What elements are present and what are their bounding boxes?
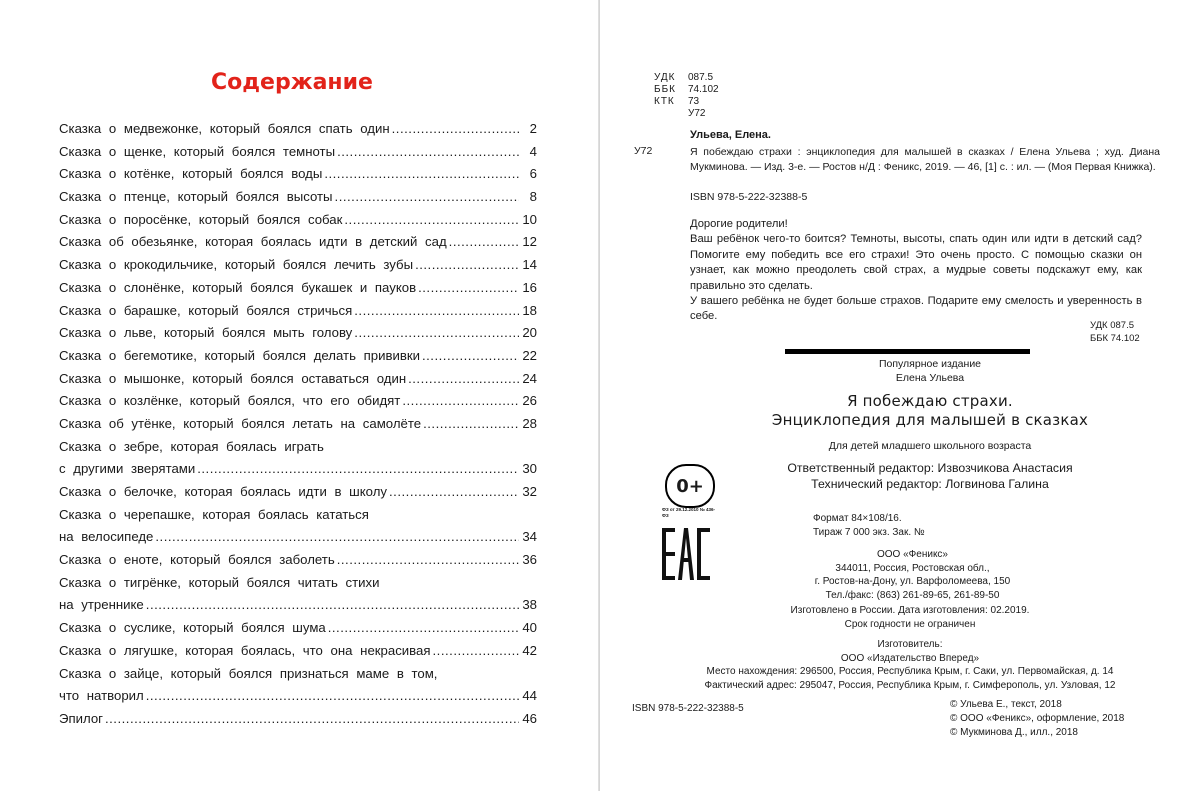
toc-entry-page: 28: [522, 415, 537, 431]
toc-leader-dots: [146, 594, 519, 617]
toc-leader-dots: [155, 526, 519, 549]
copyright-text: © Ульева Е., текст, 2018: [950, 699, 1062, 710]
toc-entry: [59, 708, 537, 731]
toc-entry-page: 44: [522, 688, 537, 704]
copyright-design: © ООО «Феникс», оформление, 2018: [950, 713, 1125, 724]
toc-entry-page: 38: [522, 597, 537, 613]
catalog-code: У72: [634, 145, 653, 157]
toc-entry: [59, 231, 537, 254]
bibliographic-record: Я побеждаю страхи : энциклопедия для малышей в сказках / Елена Ульева ; худ. Диана Мукминова. — Изд. 3-е. — Ростов н/Д : Феникс, 2019. — 46, [1] с. : ил. — (Моя Первая Книжка).: [690, 146, 1160, 173]
code-key: УДК: [654, 72, 676, 83]
toc-leader-dots: [433, 640, 519, 663]
book-title: [720, 392, 1140, 430]
toc-entry-title: Сказка о слонёнке, который боялся букашек и пауков: [59, 279, 417, 295]
toc-leader-dots: [392, 118, 519, 141]
toc-entry-title: Сказка о бегемотике, который боялся делать прививки: [59, 347, 420, 363]
toc-entry-page: 30: [522, 461, 537, 477]
toc-entry-page: 16: [522, 279, 537, 295]
book-title-line-1: Я побеждаю страхи.: [847, 392, 1013, 410]
manufacturer-actual-address: Фактический адрес: 295047, Россия, Республика Крым, г. Симферополь, ул. Узловая, 12: [704, 679, 1116, 691]
toc-entry: [59, 549, 537, 572]
toc-leader-dots: [354, 300, 519, 323]
toc-entry-title: Сказка о поросёнке, который боялся собак: [59, 211, 343, 227]
toc-entry-page: 26: [522, 393, 537, 409]
toc-entry: [59, 322, 537, 345]
toc-entry-title: Сказка об обезьянке, которая боялась идти в детский сад: [59, 234, 447, 250]
publisher-address-1: 344011, Россия, Ростовская обл.,: [835, 562, 990, 574]
toc-entry-page: 36: [522, 552, 537, 568]
toc-entry: [59, 413, 537, 436]
toc-entry-page: 14: [522, 257, 537, 273]
author-name: Елена Ульева: [895, 372, 965, 384]
table-of-contents: [59, 118, 537, 731]
toc-entry-page: 2: [529, 121, 537, 136]
toc-entry: [59, 685, 537, 708]
code-value: 087.5: [688, 72, 714, 83]
udk-bbk-block: [1090, 320, 1140, 345]
toc-entry-title: Сказка о крокодильчике, который боялся лечить зубы: [59, 257, 414, 273]
isbn-bottom: ISBN 978-5-222-32388-5: [632, 703, 744, 714]
toc-entry-page: 40: [522, 620, 537, 636]
print-run: Тираж 7 000 экз. Зак. №: [813, 526, 925, 538]
code-row: [654, 108, 774, 120]
toc-entry: [59, 368, 537, 391]
code-value: У72: [688, 108, 706, 119]
toc-entry-title: Эпилог: [59, 710, 103, 726]
copyright-illustrations: © Мукминова Д., илл., 2018: [950, 727, 1078, 738]
toc-entry-page: 8: [529, 189, 537, 205]
toc-leader-dots: [422, 345, 519, 368]
publisher-name: ООО «Феникс»: [877, 549, 948, 560]
toc-leader-dots: [423, 413, 519, 436]
code-value: 73: [688, 96, 700, 107]
toc-entry-title: на велосипеде: [59, 529, 154, 545]
toc-leader-dots: [197, 458, 519, 481]
format: Формат 84×108/16.: [813, 513, 902, 524]
toc-entry: [59, 436, 537, 459]
toc-entry-page: 20: [522, 325, 537, 341]
toc-entry-page: 12: [522, 234, 537, 250]
toc-leader-dots: [415, 254, 519, 277]
eac-mark-icon: [662, 528, 710, 580]
toc-leader-dots: [354, 322, 519, 345]
code-key: КТК: [654, 96, 675, 107]
toc-entry: [59, 209, 537, 232]
toc-entry-title: Сказка о зайце, который боялся признаться маме в том,: [59, 665, 438, 681]
toc-entry-title: Сказка о лягушке, которая боялась, что она некрасивая: [59, 642, 431, 658]
toc-entry: [59, 640, 537, 663]
publisher-block: [790, 548, 1035, 602]
code-key: ББК: [654, 84, 676, 95]
toc-entry: [59, 300, 537, 323]
toc-entry-page: 34: [522, 529, 537, 545]
toc-entry-page: 18: [522, 302, 537, 318]
toc-entry: [59, 163, 537, 186]
toc-entry: [59, 617, 537, 640]
toc-entry-title: Сказка об утёнке, который боялся летать на самолёте: [59, 415, 422, 431]
toc-entry: [59, 504, 537, 527]
made-in: Изготовлено в России. Дата изготовления: 02.2019.: [790, 605, 1030, 616]
toc-entry-title: что натворил: [59, 688, 144, 704]
toc-leader-dots: [449, 231, 519, 254]
publisher-phone: Тел./факс: (863) 261-89-65, 261-89-50: [825, 589, 1000, 601]
toc-entry-title: Сказка о мышонке, который боялся оставаться один: [59, 370, 407, 386]
catalog-author: Ульева, Елена.: [690, 129, 771, 141]
toc-entry: [59, 277, 537, 300]
bbk-code: ББК 74.102: [1090, 332, 1140, 344]
code-row: [654, 96, 774, 108]
parents-letter: [690, 217, 1142, 325]
toc-entry: [59, 254, 537, 277]
toc-leader-dots: [344, 209, 519, 232]
toc-entry-title: Сказка о козлёнке, который боялся, что его обидят: [59, 393, 401, 409]
right-page: [600, 0, 1200, 791]
toc-leader-dots: [146, 685, 519, 708]
toc-entry-page: 10: [522, 211, 537, 227]
udk-code: УДК 087.5: [1090, 320, 1134, 331]
classification-codes: [654, 72, 774, 120]
shelf-life: Срок годности не ограничен: [844, 618, 976, 630]
toc-entry-page: 6: [529, 166, 537, 182]
toc-entry-title: Сказка о суслике, который боялся шума: [59, 620, 326, 636]
toc-entry-page: 24: [522, 370, 537, 386]
toc-entry-title: Сказка о зебре, которая боялась играть: [59, 438, 324, 454]
toc-entry-title: Сказка о щенке, который боялся темноты: [59, 143, 336, 159]
isbn-top: ISBN 978-5-222-32388-5: [690, 191, 808, 203]
toc-entry: [59, 118, 537, 141]
toc-entry: [59, 526, 537, 549]
toc-entry-page: 46: [522, 710, 537, 726]
toc-entry-page: 4: [529, 143, 537, 159]
toc-entry: [59, 458, 537, 481]
code-row: [654, 72, 774, 84]
manufacturer-label: Изготовитель:: [877, 639, 943, 650]
toc-entry: [59, 345, 537, 368]
divider-bar: [785, 349, 1030, 354]
toc-entry: [59, 390, 537, 413]
toc-entry: [59, 572, 537, 595]
toc-entry-page: 32: [522, 484, 537, 499]
edition-type: Популярное издание: [878, 358, 982, 370]
toc-entry: [59, 186, 537, 209]
toc-entry: [59, 594, 537, 617]
toc-leader-dots: [328, 617, 519, 640]
toc-leader-dots: [105, 708, 519, 731]
code-key: [654, 108, 688, 120]
toc-entry-title: Сказка о тигрёнке, который боялся читать стихи: [59, 574, 380, 590]
age-rating-law: ФЗ от 29.12.2010 № 436-ФЗ: [662, 507, 716, 518]
toc-entry-title: Сказка о птенце, который боялся высоты: [59, 189, 333, 205]
audience-note: Для детей младшего школьного возраста: [828, 440, 1032, 452]
manufacture-info: [760, 604, 1060, 631]
toc-entry-title: Сказка о белочке, которая боялась идти в школу: [59, 484, 387, 499]
toc-entry-title: Сказка о медвежонке, который боялся спать один: [59, 121, 390, 136]
toc-entry-title: Сказка о барашке, который боялся стричься: [59, 302, 353, 318]
manufacturer-name: ООО «Издательство Вперед»: [840, 652, 980, 664]
toc-entry-title: с другими зверятами: [59, 461, 196, 477]
toc-entry-page: 22: [522, 347, 537, 363]
format-block: [813, 512, 993, 539]
editors-block: [720, 460, 1140, 492]
copyright-block: [950, 698, 1124, 740]
letter-paragraph-2: У вашего ребёнка не будет больше страхов. Подарите ему смелость и уверенность в себе.: [690, 295, 1142, 323]
toc-entry-title: Сказка о льве, который боялся мыть голову: [59, 325, 353, 341]
technical-editor: Технический редактор: Логвинова Галина: [811, 477, 1049, 491]
toc-entry: [59, 481, 537, 504]
toc-entry: [59, 663, 537, 686]
manufacturer-block: [660, 638, 1160, 692]
toc-entry-page: 42: [522, 642, 537, 658]
toc-leader-dots: [337, 141, 519, 164]
code-value: 74.102: [688, 84, 719, 95]
chief-editor: Ответственный редактор: Извозчикова Анастасия: [787, 461, 1073, 475]
toc-leader-dots: [389, 481, 519, 504]
letter-paragraph-1: Ваш ребёнок чего-то боится? Темноты, высоты, спать один или идти в детский сад? Помогите ему победить все его страхи! Это очень просто. С помощью сказки он узнает, как можно преодолеть свой страх, а мудрые советы подскажут ему, как правильно это сделать.: [690, 233, 1142, 292]
code-row: [654, 84, 774, 96]
manufacturer-location: Место нахождения: 296500, Россия, Республика Крым, г. Саки, ул. Первомайская, д. 14: [706, 666, 1114, 677]
publisher-address-2: г. Ростов-на-Дону, ул. Варфоломеева, 150: [814, 576, 1011, 587]
toc-leader-dots: [335, 186, 519, 209]
toc-entry-title: на утреннике: [59, 597, 144, 613]
toc-leader-dots: [324, 163, 519, 186]
toc-leader-dots: [408, 368, 519, 391]
toc-entry-title: Сказка о черепашке, которая боялась кататься: [59, 506, 369, 522]
toc-entry-title: Сказка о котёнке, который боялся воды: [59, 166, 323, 182]
book-title-line-2: Энциклопедия для малышей в сказках: [771, 411, 1089, 429]
toc-entry: [59, 141, 537, 164]
age-rating-icon: 0+: [665, 464, 715, 508]
toc-leader-dots: [418, 277, 519, 300]
toc-leader-dots: [402, 390, 519, 413]
letter-greeting: Дорогие родители!: [690, 218, 788, 230]
toc-leader-dots: [337, 549, 519, 572]
toc-title: Содержание: [211, 70, 373, 95]
toc-entry-title: Сказка о еноте, который боялся заболеть: [59, 552, 335, 568]
left-page: [0, 0, 598, 791]
